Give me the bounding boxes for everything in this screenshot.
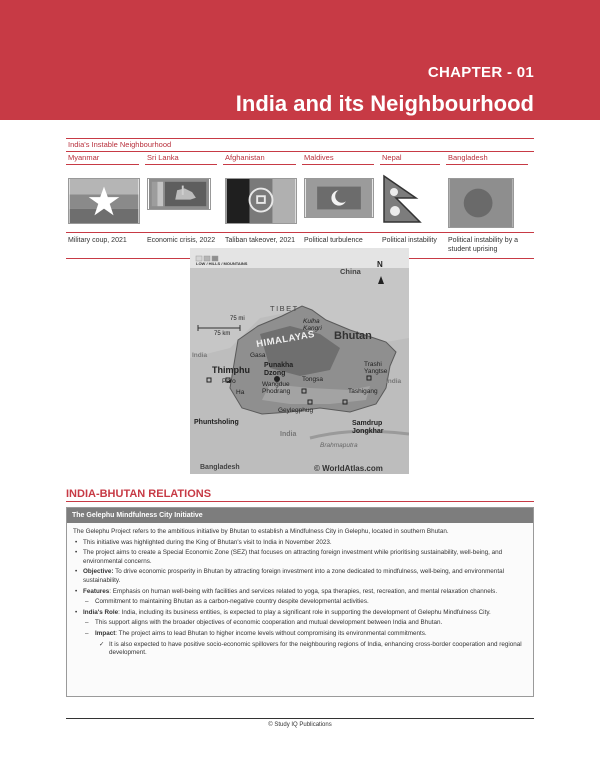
country-name: Maldives <box>304 153 334 162</box>
country-name: Bangladesh <box>448 153 488 162</box>
bullet-item: • This initiative was highlighted during the King of Bhutan's visit to India in November 2023. <box>73 539 527 548</box>
label-geylegphug: Geylegphug <box>278 407 314 414</box>
label-ha: Ha <box>236 389 245 396</box>
afghanistan-flag-icon <box>225 178 297 224</box>
country-column <box>223 152 302 260</box>
section-rule <box>66 501 534 502</box>
section-heading: INDIA-BHUTAN RELATIONS <box>66 488 212 500</box>
neighbourhood-table <box>66 138 534 260</box>
country-event: Economic crisis, 2022 <box>147 237 216 244</box>
chapter-banner <box>0 0 600 120</box>
features-label: Features <box>83 587 110 595</box>
label-tashigang: Tashigang <box>348 388 378 395</box>
country-column <box>380 152 446 260</box>
bullet-features <box>73 588 527 597</box>
country-event: Political turbulence <box>304 237 363 244</box>
label-punakha-dzong: Punakha Dzong <box>264 362 294 377</box>
label-india-east: India <box>386 378 402 385</box>
maldives-flag-icon <box>304 178 374 218</box>
label-gasa: Gasa <box>250 352 266 359</box>
intro-paragraph: The Gelephu Project refers to the ambitious initiative by Bhutan to establish a Mindfulness City in Gelephu, located in southern Bhutan. <box>73 528 449 535</box>
label-tibet: TIBET <box>270 304 299 313</box>
footer-rule <box>66 718 534 719</box>
country-event: Taliban takeover, 2021 <box>225 237 296 244</box>
gelephu-initiative-box <box>66 507 534 697</box>
features-text: : Emphasis on human well-being with facilities and services related to yoga, spa therapies, rest, recreation, and mental relaxation channels. <box>109 587 498 595</box>
sri-lanka-flag-icon <box>147 178 211 210</box>
label-thimphu: Thimphu <box>212 365 250 375</box>
country-column <box>66 152 145 260</box>
country-name: Myanmar <box>68 153 100 162</box>
label-india-south: India <box>280 431 297 438</box>
objective-text: To drive economic prosperity in Bhutan by attracting foreign investment into a zone dedicated to mindfulness, well-being, and environmental sustainability. <box>83 568 504 584</box>
chapter-label: CHAPTER - 01 <box>427 64 534 81</box>
label-india-west: India <box>192 352 208 359</box>
label-paro: Paro <box>222 378 236 385</box>
country-event: Political instability by a student uprising <box>448 237 519 253</box>
role-label: India's Role <box>83 608 119 616</box>
check-item: ✓ It is also expected to have positive socio-economic spillovers for the neighbouring regions of India, enhancing cross-border cooperation and regional development. <box>73 641 527 658</box>
country-event: Political instability <box>382 237 437 244</box>
impact-label: Impact <box>95 629 116 637</box>
bullet-item: • The project aims to create a Special Economic Zone (SEZ) that focuses on attracting foreign investment while prioritising sustainability, well-being, and environmental concerns. <box>73 549 527 566</box>
scale-km: 75 km <box>214 331 231 337</box>
myanmar-flag-icon <box>68 178 140 224</box>
label-kulha-kangri: Kulha Kangri <box>303 318 322 332</box>
label-samdrup-jongkhar: Samdrup Jongkhar <box>352 420 384 435</box>
map-credit: © WorldAtlas.com <box>314 464 383 473</box>
scale-mi: 75 mi <box>230 316 245 322</box>
country-name: Sri Lanka <box>147 153 179 162</box>
country-event: Military coup, 2021 <box>68 237 127 244</box>
box-body <box>67 523 533 658</box>
bullet-objective <box>73 568 527 585</box>
neighbourhood-title: India's Instable Neighbourhood <box>66 138 534 152</box>
country-column <box>302 152 380 260</box>
objective-label: Objective: <box>83 568 114 576</box>
map-legend: LOW / HILLS / MOUNTAINS <box>196 261 248 266</box>
neighbourhood-grid <box>66 152 534 260</box>
country-name: Nepal <box>382 153 402 162</box>
footer-publisher: © Study IQ Publications <box>268 722 332 728</box>
box-title: The Gelephu Mindfulness City Initiative <box>67 508 533 523</box>
label-wangdue-phodrang: Wangdue Phodrang <box>262 381 291 395</box>
nepal-flag-icon <box>382 174 422 224</box>
bhutan-map <box>190 248 409 474</box>
impact-text: : The project aims to lead Bhutan to higher income levels without compromising its environmental commitments. <box>115 629 427 637</box>
chapter-title: India and its Neighbourhood <box>235 91 534 116</box>
bullet-role <box>73 609 527 618</box>
sub-item: – Commitment to maintaining Bhutan as a carbon-negative country despite developmental activities. <box>73 598 527 607</box>
country-column <box>446 152 534 260</box>
north-indicator: N <box>377 260 383 269</box>
label-trashi-yangtse: Trashi Yangtse <box>364 361 388 375</box>
label-phuntsholing: Phuntsholing <box>194 419 239 426</box>
label-china: China <box>340 267 361 276</box>
label-himalayas: HIMALAYAS <box>255 328 316 351</box>
label-tongsa: Tongsa <box>302 376 323 383</box>
label-bhutan: Bhutan <box>334 330 372 342</box>
role-text: : India, including its business entities, is expected to play a significant role in supporting the development of Gelephu Mindfulness City. <box>118 608 491 616</box>
sub-item-impact <box>73 630 527 639</box>
label-brahmaputra: Brahmaputra <box>320 442 358 449</box>
label-bangladesh: Bangladesh <box>200 464 240 471</box>
sub-item: – This support aligns with the broader objectives of economic cooperation and mutual development between India and Bhutan. <box>73 619 527 628</box>
country-name: Afghanistan <box>225 153 265 162</box>
country-column <box>145 152 223 260</box>
bangladesh-flag-icon <box>448 178 514 228</box>
